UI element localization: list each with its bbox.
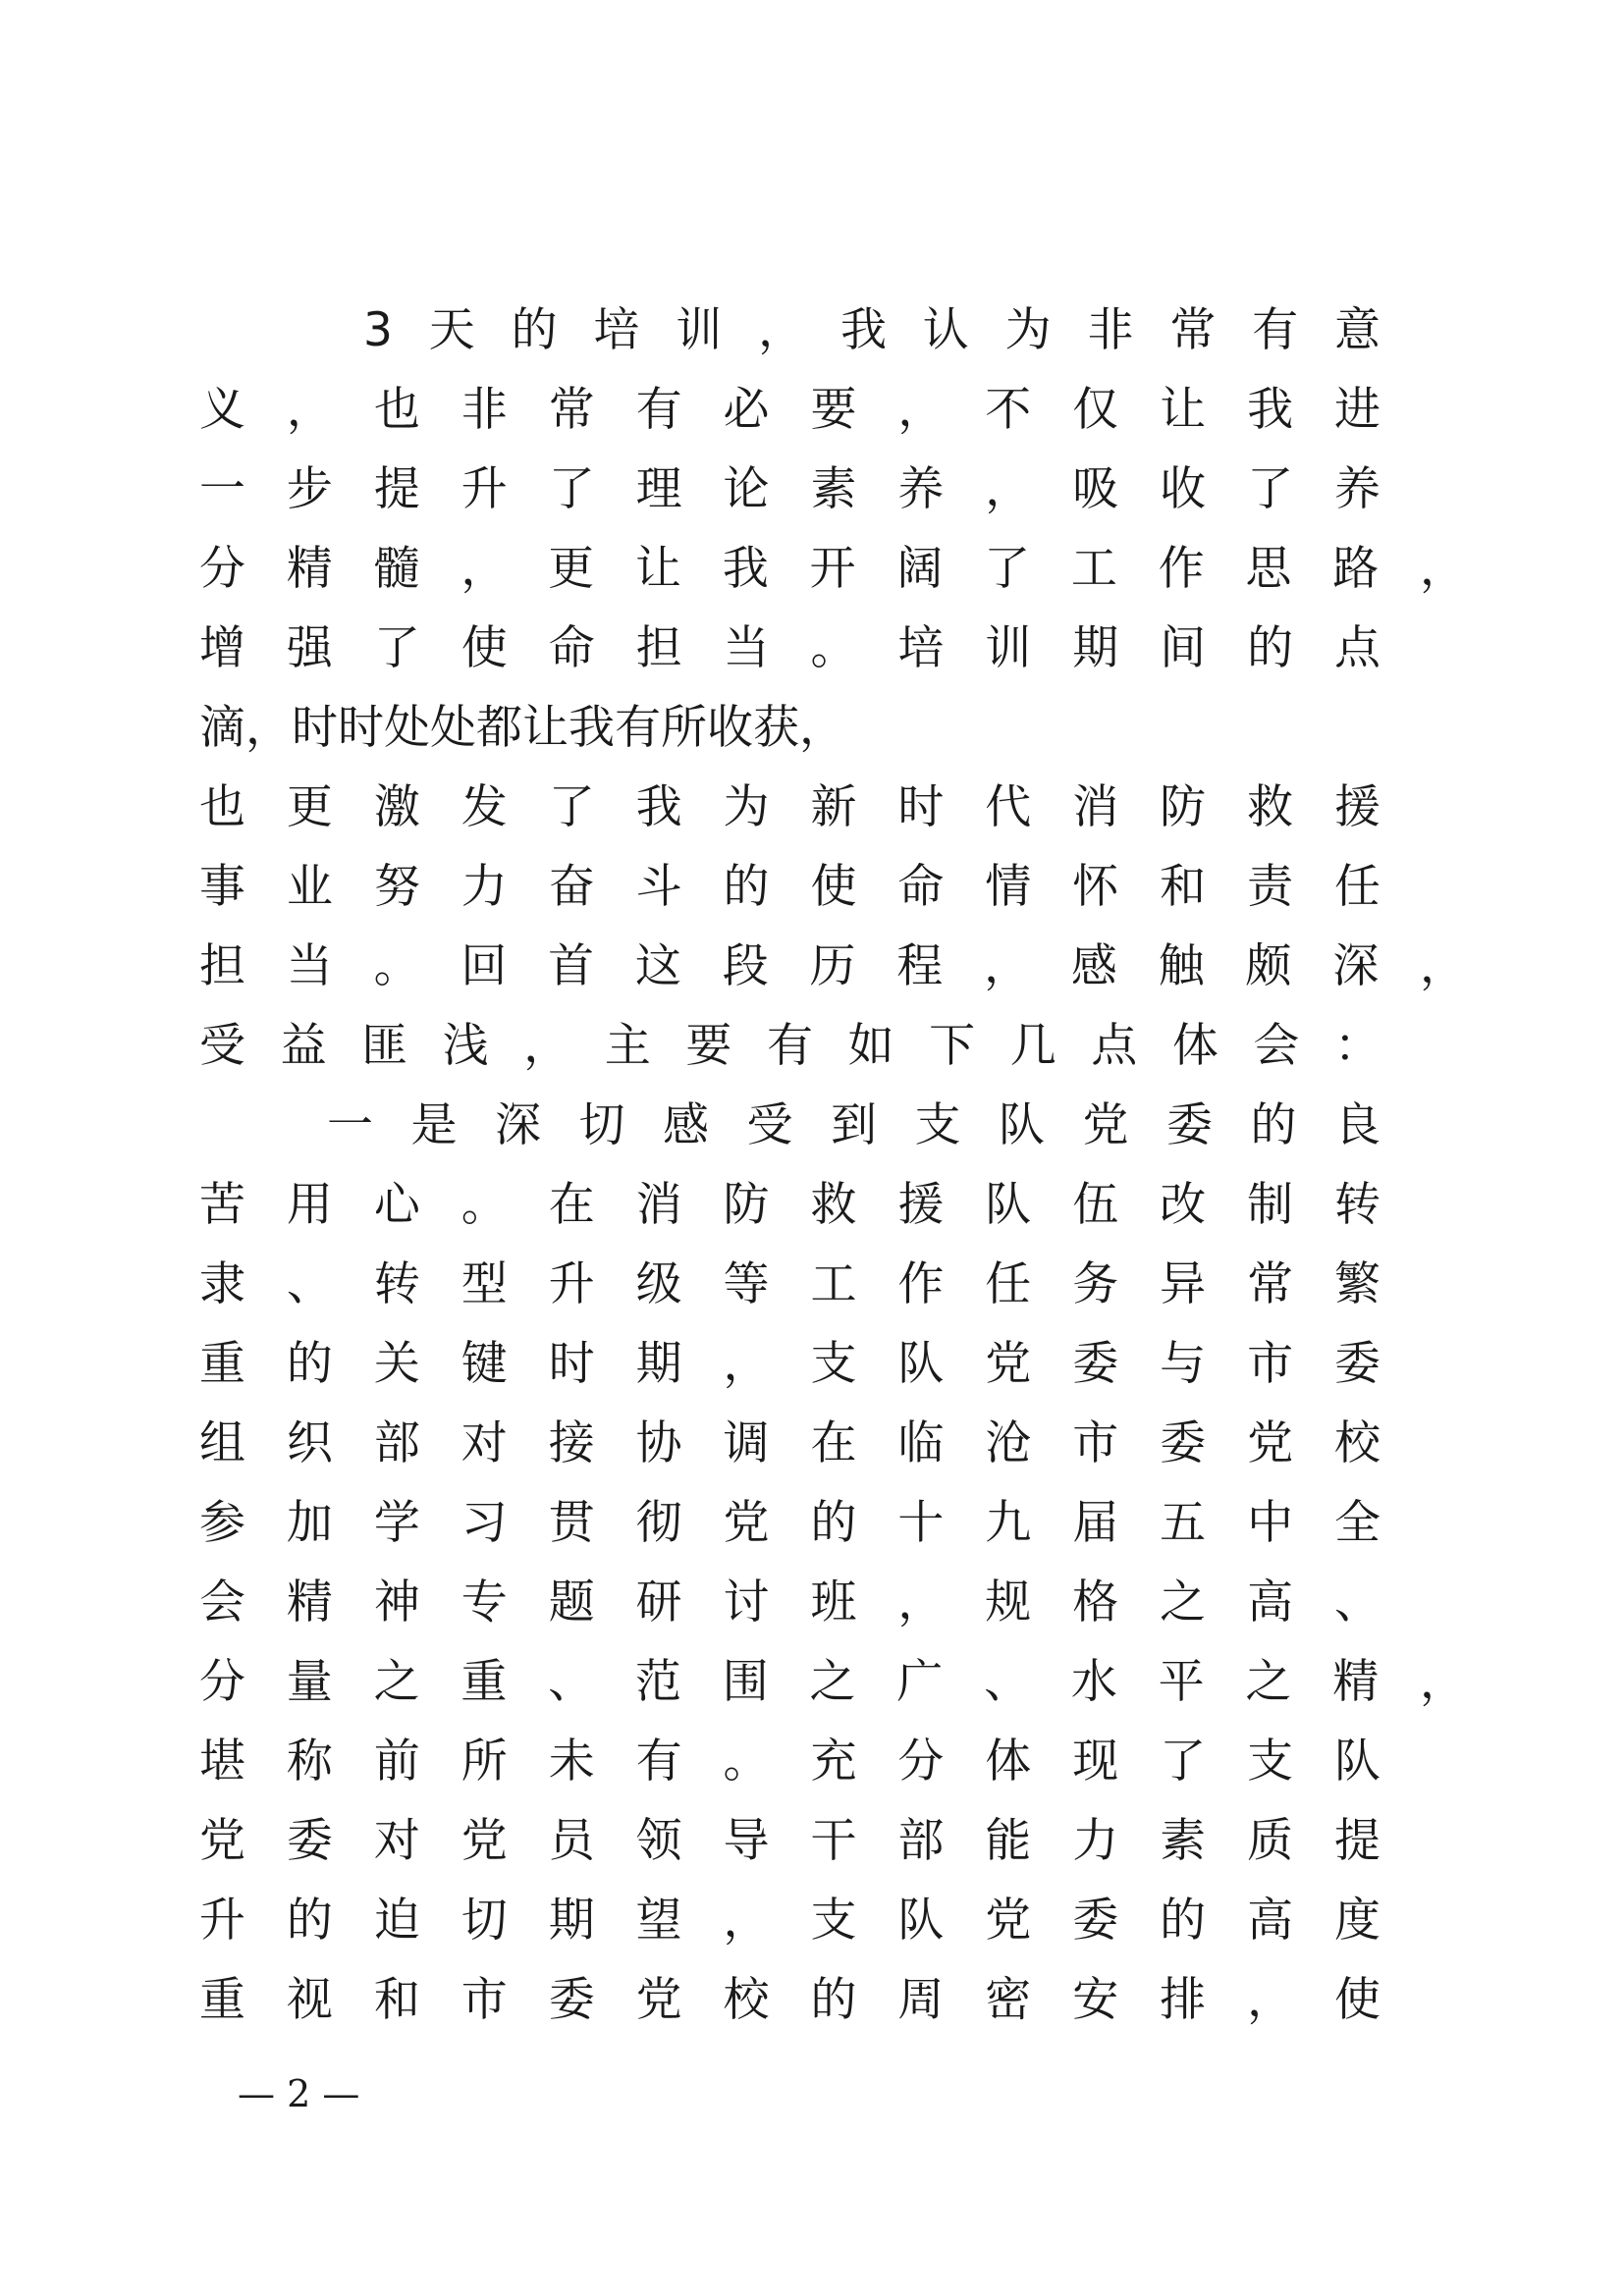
text-line: 升的迫切期望，支队党委的高度 (199, 1894, 1380, 1948)
text-line: 滴，时时处处都让我有所收获， (199, 701, 845, 755)
text-line: 担当。回首这段历程，感触颇深， (199, 939, 1466, 993)
text-line: 重视和市委党校的周密安排，使 (199, 1973, 1380, 2027)
text-line: 受益匪浅，主要有如下几点体会： (199, 1019, 1380, 1073)
text-line: 组织部对接协调在临沧市委党校 (199, 1416, 1380, 1470)
text-line: 堪称前所未有。充分体现了支队 (199, 1735, 1380, 1789)
text-line: 党委对党员领导干部能力素质提 (199, 1814, 1380, 1868)
text-line: 事业努力奋斗的使命情怀和责任 (199, 860, 1380, 914)
text-line: 分精髓，更让我开阔了工作思路， (199, 542, 1466, 596)
text-line: 参加学习贯彻党的十九届五中全 (199, 1496, 1380, 1550)
text-line: 重的关键时期，支队党委与市委 (199, 1337, 1380, 1391)
text-line: 3天的培训，我认为非常有意 (363, 303, 1380, 357)
text-line: 一步提升了理论素养，吸收了养 (199, 462, 1380, 516)
text-line: 分量之重、范围之广、水平之精， (199, 1655, 1466, 1709)
text-line: 也更激发了我为新时代消防救援 (199, 780, 1380, 834)
text-line: 会精神专题研讨班，规格之高、 (199, 1575, 1380, 1629)
text-line: 增强了使命担当。培训期间的点 (199, 621, 1380, 675)
text-line: 一是深切感受到支队党委的良 (327, 1098, 1380, 1152)
text-line: 苦用心。在消防救援队伍改制转 (199, 1178, 1380, 1232)
text-line: 隶、转型升级等工作任务异常繁 (199, 1257, 1380, 1311)
page-number: — 2 — (238, 2072, 360, 2115)
text-line: 义，也非常有必要，不仅让我进 (199, 383, 1380, 437)
